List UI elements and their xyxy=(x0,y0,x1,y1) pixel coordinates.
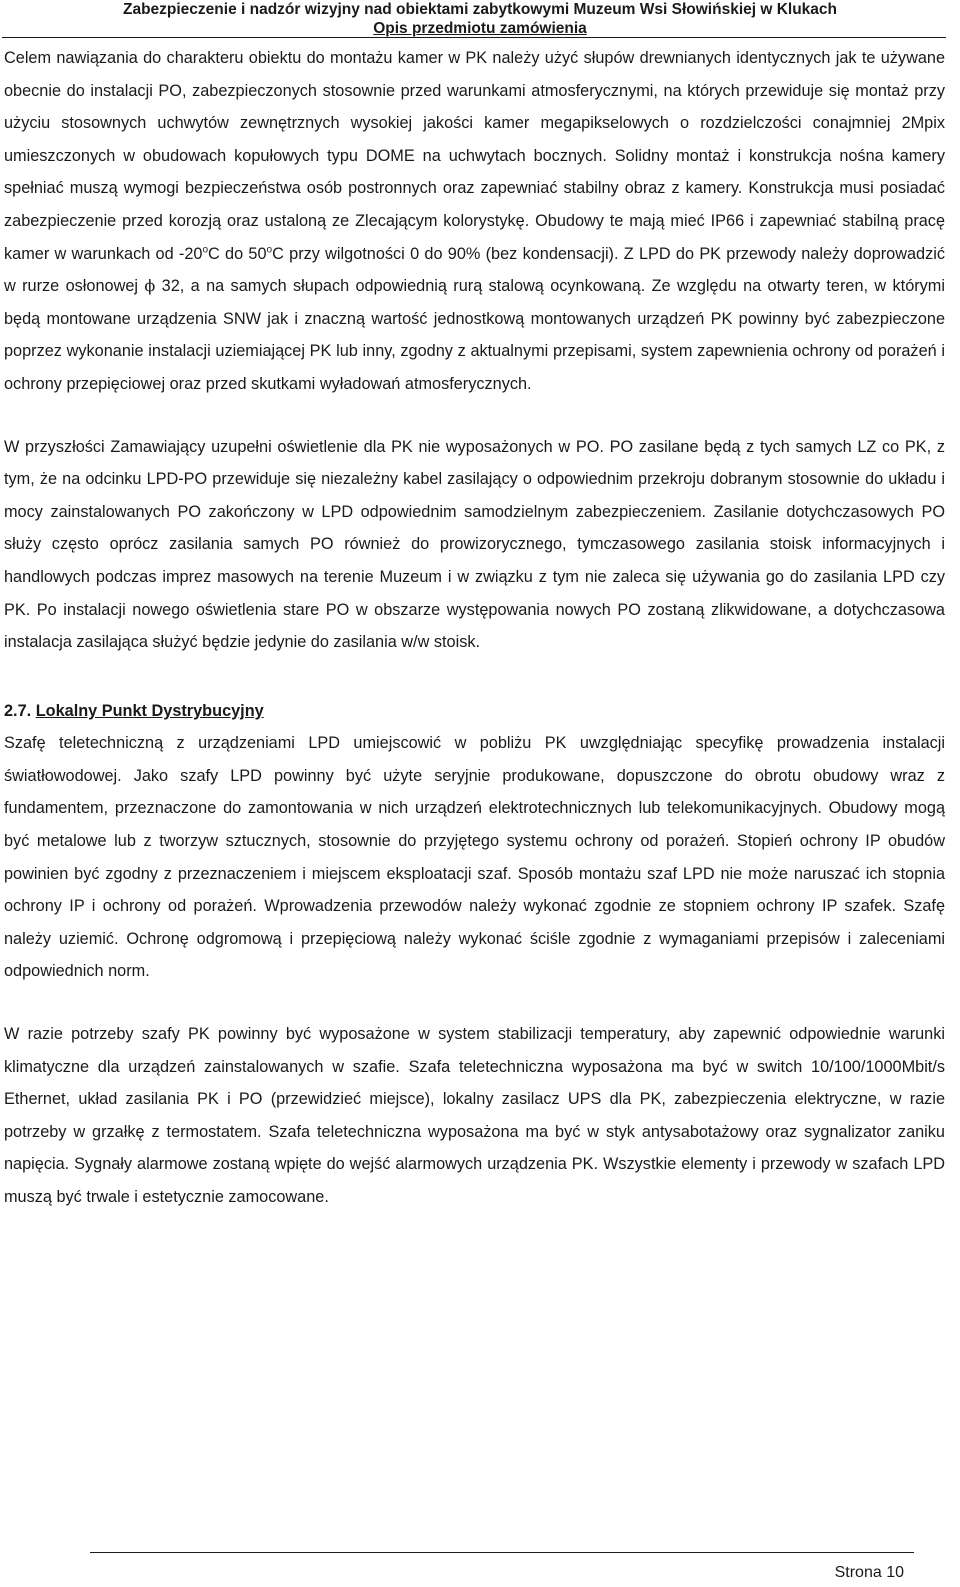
header-document-title: Zabezpieczenie i nadzór wizyjny nad obiektami zabytkowymi Muzeum Wsi Słowińskiej w Klukach xyxy=(122,1,838,18)
paragraph-text: Celem nawiązania do charakteru obiektu do montażu kamer w PK należy użyć słupów drewnianych identycznych jak te używane obecnie do instalacji PO, zabezpieczonych stosownie przed warunkami atmosferycznymi, na których przewiduje się montaż przy użyciu stosownych uchwytów zewnętrznych wysokiej jakości kamer megapikselowych o rozdzielczości conajmniej 2Mpix umieszczonych w obudowach kopułowych typu DOME na uchwytach bocznych. Solidny montaż i konstrukcja nośna kamery spełniać muszą wymogi bezpieczeństwa osób postronnych oraz zapewniać stabilny obraz z kamery. Konstrukcja musi posiadać zabezpieczenie przed korozją oraz ustaloną ze Zlecającym kolorystykę. Obudowy te mają mieć IP66 i zapewniać stabilną pracę kamer w warunkach od -20 xyxy=(4,49,945,263)
section-title: Lokalny Punkt Dystrybucyjny xyxy=(35,701,264,720)
section-number: 2.7. xyxy=(4,701,32,720)
paragraph-spacer xyxy=(4,659,945,695)
page-header xyxy=(0,0,960,38)
section-heading xyxy=(4,695,945,728)
footer-divider xyxy=(90,1552,914,1553)
page-number: Strona 10 xyxy=(834,1564,904,1581)
paragraph-lighting-power: W przyszłości Zamawiający uzupełni oświetlenie dla PK nie wyposażonych w PO. PO zasilane będą z tych samych LZ co PK, z tym, że na odcinku LPD-PO przewiduje się niezależny kabel zasilający o odpowiednim przekroju dobranym stosownie do układu i mocy zainstalowanych PO zakończony w LPD odpowiednim samodzielnym zabezpieczeniem. Zasilanie dotychczasowych PO służy często oprócz zasilania samych PO również do prowizorycznego, tymczasowego zasilania stoisk informacyjnych i handlowych podczas imprez masowych na terenie Muzeum i w związku z tym nie zaleca się używania go do zasilania LPD czy PK. Po instalacji nowego oświetlenia stare PO w obszarze występowania nowych PO zostaną zlikwidowane, a dotychczasowa instalacja zasilająca służyć będzie jedynie do zasilania w/w stoisk. xyxy=(4,437,945,652)
diameter-symbol: ϕ xyxy=(144,276,156,296)
header-document-subtitle: Opis przedmiotu zamówienia xyxy=(373,20,587,37)
paragraph-cabinet-requirements: Szafę teletechniczną z urządzeniami LPD umiejscowić w pobliżu PK uwzględniając specyfikę prowadzenia instalacji światłowodowej. Jako szafy LPD powinny być użyte seryjnie produkowane, dopuszczone do obrotu obudowy wraz z fundamentem, przeznaczone do zamontowania w nich urządzeń elektrotechnicznych lub telekomunikacyjnych. Obudowy mogą być metalowe lub z tworzyw sztucznych, stosownie do przyjętego systemu ochrony od porażeń. Stopień ochrony IP obudów powinien być zgodny z przeznaczeniem i miejscem eksploatacji szaf. Sposób montażu szaf LPD nie może naruszać ich stopnia ochrony IP i ochrony od porażeń. Wprowadzenia przewodów należy wykonać zgodnie ze stopniem ochrony IP szafek. Szafę należy uziemić. Ochronę odgromową i przepięciową należy wykonać ściśle zgodnie z wymaganiami przepisów i zaleceniami odpowiednich norm. xyxy=(4,734,945,981)
paragraph-text: C przy wilgotności 0 do 90% (bez kondensacji). Z LPD do PK przewody należy doprowadzić w rurze osłonowej xyxy=(4,244,945,296)
degree-superscript: o xyxy=(202,244,209,256)
document-body xyxy=(4,42,945,1214)
paragraph-cabinet-equipment: W razie potrzeby szafy PK powinny być wyposażone w system stabilizacji temperatury, aby zapewnić odpowiednie warunki klimatyczne dla urządzeń zainstalowanych w szafie. Szafa teletechniczna wyposażona ma być w switch 10/100/1000Mbit/s Ethernet, układ zasilania PK i PO (przewidzieć miejsce), lokalny zasilacz UPS dla PK, zabezpieczenia elektryczne, w razie potrzeby w grzałkę z termostatem. Szafa teletechniczna wyposażona ma być w styk antysabotażowy oraz sygnalizator zaniku napięcia. Sygnały alarmowe zostaną wpięte do wejść alarmowych urządzenia PK. Wszystkie elementy i przewody w szafach LPD muszą być trwale i estetycznie zamocowane. xyxy=(4,1025,945,1206)
degree-superscript: o xyxy=(266,244,273,256)
paragraph-spacer xyxy=(4,988,945,1018)
paragraph-text: C do 50 xyxy=(208,244,267,263)
paragraph-spacer xyxy=(4,401,945,431)
paragraph-text: 32, a na samych słupach odpowiednią rurą stalową ocynkowaną. Ze względu na otwarty teren, w którymi będą montowane urządzenia SNW jak i znaczną wartość jednostkową montowanych urządzeń PK powinny być zabezpieczone poprzez wykonanie instalacji uziemiającej PK lub inny, zgodny z aktualnymi przepisami, system zapewnienia ochrony od porażeń i ochrony przepięciowej oraz przed skutkami wyładowań atmosferycznych. xyxy=(4,277,945,393)
header-divider xyxy=(2,37,946,38)
paragraph-camera-mounting xyxy=(4,42,945,401)
